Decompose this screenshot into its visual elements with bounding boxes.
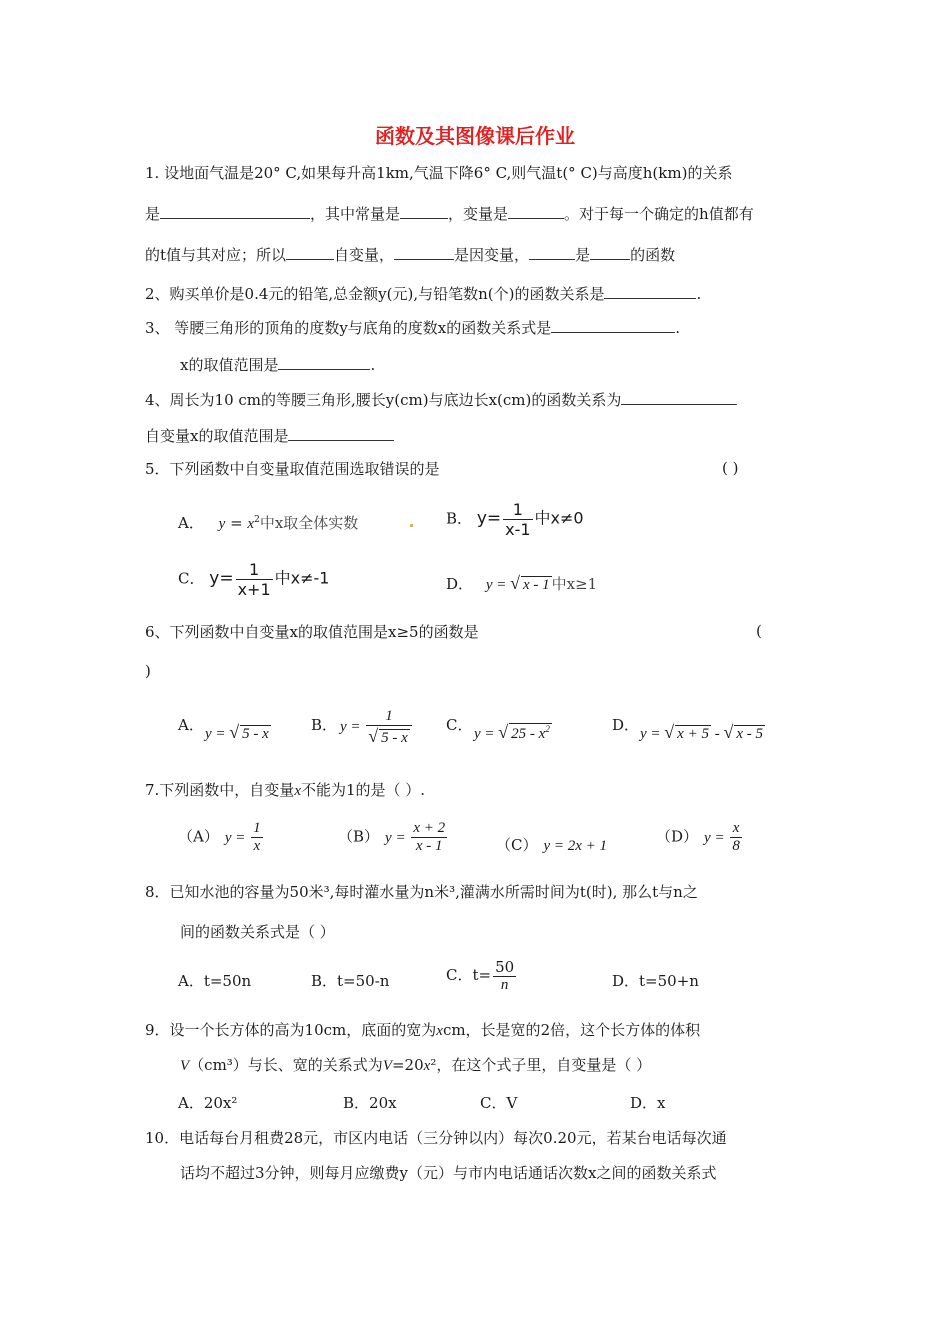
q9-line2: V（cm³）与长、宽的关系式为V=20x²，在这个式子里，自变量是（ ） (180, 1056, 652, 1074)
q4-line2: 自变量x的取值范围是 (145, 426, 394, 446)
q7-stem: 7.下列函数中，自变量x不能为1的是（ ）. (145, 781, 426, 799)
q6-option-c: y = √ $25 - x^2$ (474, 722, 552, 743)
q6-option-d: y = √ x + 5 - √ x - 5 (640, 722, 765, 743)
q10-line1: 10．电话每台月租费28元，市区内电话（三分钟以内）每次0.20元，若某台电话每次通 (145, 1129, 727, 1147)
q7-option-d: （D） y = $\frac{x}{8}$ (656, 820, 740, 854)
q8-option-a: A．t=50n (178, 972, 252, 990)
q9-option-d: D．x (630, 1094, 666, 1112)
q5-answer-paren: ( ) (722, 459, 739, 477)
q4-line1: 4、周长为10 cm的等腰三角形,腰长y(cm)与底边长x(cm)的函数关系为 (145, 390, 737, 410)
q6-option-c-label: C． (446, 716, 473, 734)
q8-line2: 间的函数关系式是（ ） (180, 923, 335, 941)
q5-option-a: A． $y = x^2$中x取全体实数 (178, 514, 359, 532)
q5-stem: 5．下列函数中自变量取值范围选取错误的是 (145, 460, 440, 478)
speck-mark (410, 524, 413, 527)
q6-option-a-label: A． (178, 716, 204, 734)
q2-line: 2、购买单价是0.4元的铅笔,总金额y(元),与铅笔数n(个)的函数关系是 . (145, 285, 702, 303)
q8-option-c: C．t= $\frac{50}{n}$ (446, 958, 515, 993)
q9-option-c: C．V (480, 1094, 518, 1112)
q6-paren-right: ) (145, 662, 151, 680)
q6-paren-left: ( (756, 622, 762, 640)
q7-option-c: （C） y = 2x + 1 (496, 836, 608, 854)
q3-line2: x的取值范围是 . (180, 356, 376, 374)
q6-stem: 6、下列函数中自变量x的取值范围是x≥5的函数是 (145, 623, 479, 641)
q9-option-a: A．20x² (178, 1094, 238, 1112)
q5-option-c: C． y= $\frac{1}{x+1}$ 中x≠-1 (178, 560, 330, 599)
q10-line2: 话均不超过3分钟，则每月应缴费y（元）与市内电话通话次数x之间的函数关系式 (180, 1164, 717, 1182)
q6-option-d-label: D． (612, 716, 640, 734)
q1-line1: 1. 设地面气温是20° C,如果每升高1km,气温下降6° C,则气温t(° C)与高度h(km)的关系 (145, 164, 733, 182)
q9-line1: 9．设一个长方体的高为10cm，底面的宽为xcm，长是宽的2倍，这个长方体的体积 (145, 1021, 701, 1039)
q9-option-b: B．20x (343, 1094, 397, 1112)
page-title: 函数及其图像课后作业 (375, 124, 575, 148)
q1-line3: 的t值与其对应；所以 自变量， 是因变量， 是 的函数 (145, 246, 676, 264)
q5-option-d: D． y = √ x - 1 中x≥1 (446, 573, 597, 594)
q3-line1: 3、 等腰三角形的顶角的度数y与底角的度数x的函数关系式是 . (145, 319, 681, 337)
q6-option-b-label: B． (311, 716, 338, 734)
q7-option-a: （A） y = $\frac{1}{x}$ (178, 820, 261, 854)
q6-option-b: y = 1 √ 5 - x (340, 708, 414, 747)
q8-option-b: B．t=50-n (311, 972, 390, 990)
q8-option-d: D．t=50+n (612, 972, 699, 990)
q6-option-a: y = √ 5 - x (205, 722, 271, 743)
q1-line2: 是 ，其中常量是 ，变量是 。对于每一个确定的h值都有 (145, 205, 754, 223)
q8-line1: 8．已知水池的容量为50米³,每时灌水量为n米³,灌满水所需时间为t(时), 那么t与n之 (145, 883, 698, 901)
q5-option-b: B． y= $\frac{1}{x-1}$ 中x≠0 (446, 500, 584, 539)
q7-option-b: （B） y = $\frac{x + 2}{x - 1}$ (338, 820, 446, 854)
